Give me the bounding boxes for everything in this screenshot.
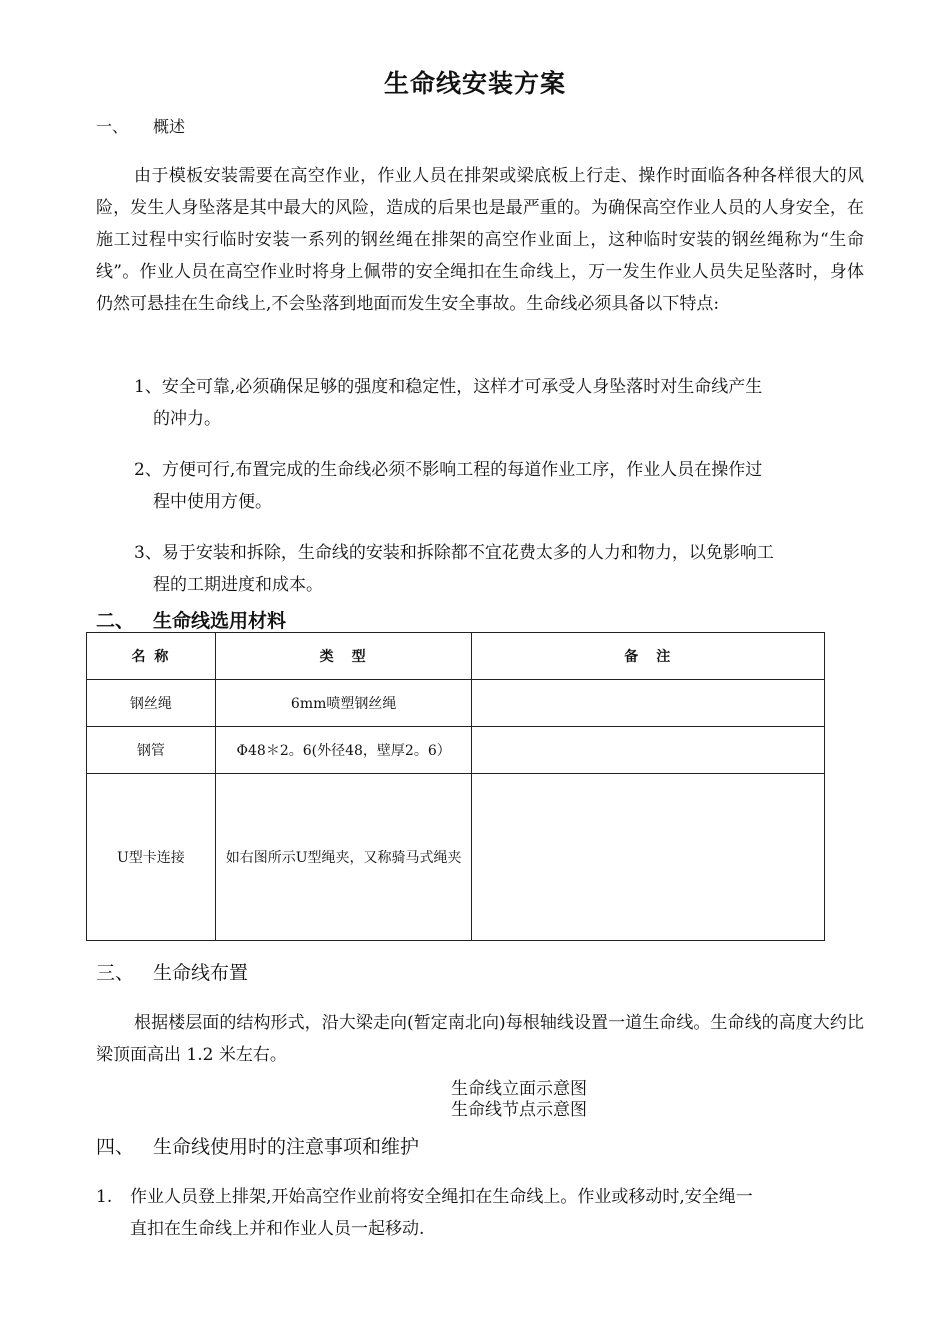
section-1-paragraph: 由于模板安装需要在高空作业，作业人员在排架或梁底板上行走、操作时面临各种各样很大的风险，发生人身坠落是其中最大的风险，造成的后果也是最严重的。为确保高空作业人员的人身安全，在施工过程中实行临时安装一系列的钢丝绳在排架的高空作业面上，这种临时安装的钢丝绳称为“生命线”。作业人员在高空作业时将身上佩带的安全绳扣在生命线上，万一发生作业人员失足坠落时，身体仍然可悬挂在生命线上,不会坠落到地面而发生安全事故。生命线必须具备以下特点: [96,166,864,314]
feature-item-2-line1: 2、方便可行,布置完成的生命线必须不影响工程的每道作业工序，作业人员在操作过 [134,460,763,480]
usage-item-1-line1: 作业人员登上排架,开始高空作业前将安全绳扣在生命线上。作业或移动时,安全绳一 [130,1187,753,1207]
header-name: 名 称 [87,633,216,680]
table-row [87,774,825,941]
usage-item-1-line2: 直扣在生命线上并和作业人员一起移动. [130,1219,425,1239]
elevation-diagram-caption: 生命线立面示意图 [451,1079,587,1099]
feature-item-2-line2: 程中使用方便。 [153,492,272,512]
feature-item-1 [134,371,854,435]
usage-item-1 [96,1181,856,1245]
section-2-number: 二、 [96,610,135,632]
materials-table [86,632,825,941]
feature-item-3-line1: 3、易于安装和拆除，生命线的安装和拆除都不宜花费太多的人力和物力，以免影响工 [134,543,774,563]
cell-note [472,680,825,727]
section-4-number: 四、 [96,1136,135,1158]
section-1-title: 概述 [153,117,186,136]
section-4-heading [96,1132,419,1159]
table-row [87,680,825,727]
cell-note [472,774,825,941]
feature-item-1-line1: 1、安全可靠,必须确保足够的强度和稳定性，这样才可承受人身坠落时对生命线产生 [134,377,763,397]
header-type: 类 型 [215,633,472,680]
usage-item-1-number: 1. [96,1187,113,1207]
cell-name: 钢管 [87,727,216,774]
cell-note [472,727,825,774]
feature-item-3-line2: 程的工期进度和成本。 [153,575,323,595]
section-1-number: 一、 [96,117,129,136]
cell-type: 6mm喷塑钢丝绳 [215,680,472,727]
section-2-heading [96,606,286,633]
cell-name: U型卡连接 [87,774,216,941]
feature-item-3 [134,537,854,601]
section-3-title: 生命线布置 [153,962,249,984]
feature-item-1-line2: 的冲力。 [153,409,221,429]
document-title: 生命线安装方案 [383,69,566,98]
section-1-heading [96,114,185,137]
section-2-title: 生命线选用材料 [153,610,287,632]
section-4-title: 生命线使用时的注意事项和维护 [153,1136,420,1158]
table-header-row [87,633,825,680]
section-3-paragraph: 根据楼层面的结构形式，沿大梁走向(暂定南北向)每根轴线设置一道生命线。生命线的高度大约比梁顶面高出 1.2 米左右。 [96,1013,864,1065]
cell-type: Φ48＊2。6(外径48，壁厚2。6） [215,727,472,774]
section-3-number: 三、 [96,962,135,984]
section-3-heading [96,958,248,985]
cell-type: 如右图所示U型绳夹，又称骑马式绳夹 [215,774,472,941]
node-diagram-caption: 生命线节点示意图 [451,1100,587,1120]
table-row [87,727,825,774]
feature-item-2 [134,454,854,518]
header-note: 备 注 [472,633,825,680]
cell-name: 钢丝绳 [87,680,216,727]
